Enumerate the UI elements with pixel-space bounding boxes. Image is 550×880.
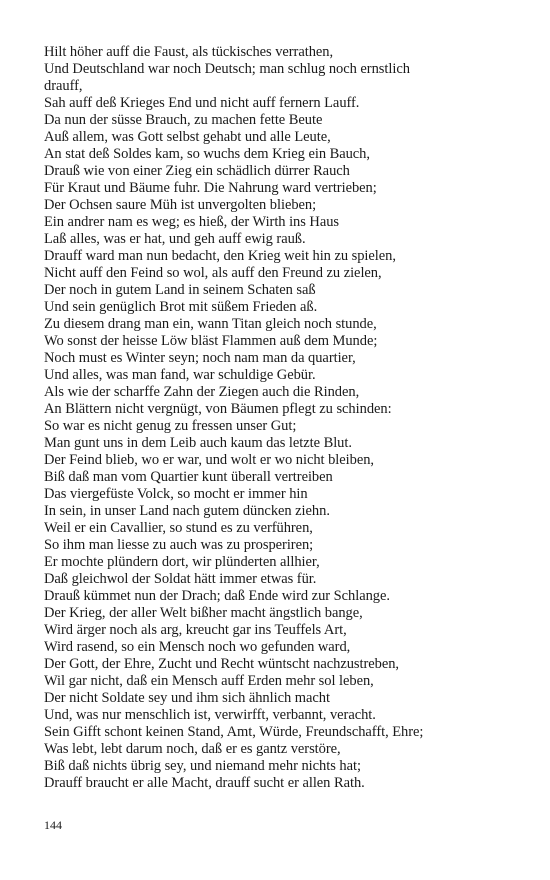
verse-line: Was lebt, lebt darum noch, daß er es gantz verstöre, — [44, 741, 341, 757]
poem-text — [44, 44, 447, 792]
verse-line: Der Feind blieb, wo er war, und wolt er wo nicht bleiben, — [44, 452, 374, 468]
verse-line: Biß daß man vom Quartier kunt überall vertreiben — [44, 469, 333, 485]
verse-line: Ein andrer nam es weg; es hieß, der Wirth ins Haus — [44, 214, 340, 230]
verse-line: Der Krieg, der aller Welt bißher macht ängstlich bange, — [44, 605, 363, 621]
verse-line: Drauß wie von einer Zieg ein schädlich dürrer Rauch — [44, 163, 350, 179]
verse-line: Drauß kümmet nun der Drach; daß Ende wird zur Schlange. — [44, 588, 390, 604]
verse-line: Man gunt uns in dem Leib auch kaum das letzte Blut. — [44, 435, 352, 451]
verse-line: So war es nicht genug zu fressen unser Gut; — [44, 418, 297, 434]
verse-line: Und sein genüglich Brot mit süßem Frieden aß. — [44, 299, 318, 315]
verse-line: So ihm man liesse zu auch was zu prosperiren; — [44, 537, 314, 553]
verse-line: An Blättern nicht vergnügt, von Bäumen pflegt zu schinden: — [44, 401, 392, 417]
verse-line: Der nicht Soldate sey und ihm sich ähnlich macht — [44, 690, 330, 706]
verse-line: Der noch in gutem Land in seinem Schaten saß — [44, 282, 316, 298]
verse-line: Noch must es Winter seyn; noch nam man da quartier, — [44, 350, 356, 366]
verse-line: An stat deß Soldes kam, so wuchs dem Krieg ein Bauch, — [44, 146, 370, 162]
verse-line: Für Kraut und Bäume fuhr. Die Nahrung ward vertrieben; — [44, 180, 377, 196]
verse-line: Er mochte plündern dort, wir plünderten allhier, — [44, 554, 320, 570]
verse-line: Wird rasend, so ein Mensch noch wo gefunden ward, — [44, 639, 351, 655]
verse-line: Hilt höher auff die Faust, als tückisches verrathen, — [44, 44, 334, 60]
verse-line: Wil gar nicht, daß ein Mensch auff Erden mehr sol leben, — [44, 673, 374, 689]
verse-line: Drauff ward man nun bedacht, den Krieg weit hin zu spielen, — [44, 248, 396, 264]
verse-line: Da nun der süsse Brauch, zu machen fette Beute — [44, 112, 323, 128]
verse-line: Wo sonst der heisse Löw bläst Flammen auß dem Munde; — [44, 333, 378, 349]
verse-line: Laß alles, was er hat, und geh auff ewig rauß. — [44, 231, 306, 247]
verse-line: Nicht auff den Feind so wol, als auff den Freund zu zielen, — [44, 265, 382, 281]
verse-line: In sein, in unser Land nach gutem düncken ziehn. — [44, 503, 330, 519]
verse-line: Auß allem, was Gott selbst gehabt und alle Leute, — [44, 129, 331, 145]
verse-line: Sein Gifft schont keinen Stand, Amt, Würde, Freundschafft, Ehre; — [44, 724, 424, 740]
verse-line: Und alles, was man fand, war schuldige Gebür. — [44, 367, 316, 383]
verse-line: Der Gott, der Ehre, Zucht und Recht wüntscht nachzustreben, — [44, 656, 400, 672]
verse-line: Wird ärger noch als arg, kreucht gar ins Teuffels Art, — [44, 622, 347, 638]
verse-line: Und Deutschland war noch Deutsch; man schlug noch ernstlich drauff, — [44, 61, 410, 94]
verse-line: Daß gleichwol der Soldat hätt immer etwas für. — [44, 571, 317, 587]
verse-line: Und, was nur menschlich ist, verwirfft, verbannt, veracht. — [44, 707, 376, 723]
poem-page — [44, 44, 447, 792]
page-number: 144 — [44, 818, 62, 832]
verse-line: Zu diesem drang man ein, wann Titan gleich noch stunde, — [44, 316, 377, 332]
verse-line: Biß daß nichts übrig sey, und niemand mehr nichts hat; — [44, 758, 361, 774]
verse-line: Der Ochsen saure Müh ist unvergolten blieben; — [44, 197, 317, 213]
verse-line: Drauff braucht er alle Macht, drauff sucht er allen Rath. — [44, 775, 365, 791]
verse-line: Weil er ein Cavallier, so stund es zu verführen, — [44, 520, 313, 536]
verse-line: Das viergefüste Volck, so mocht er immer hin — [44, 486, 308, 502]
verse-line: Sah auff deß Krieges End und nicht auff fernern Lauff. — [44, 95, 360, 111]
verse-line: Als wie der scharffe Zahn der Ziegen auch die Rinden, — [44, 384, 360, 400]
